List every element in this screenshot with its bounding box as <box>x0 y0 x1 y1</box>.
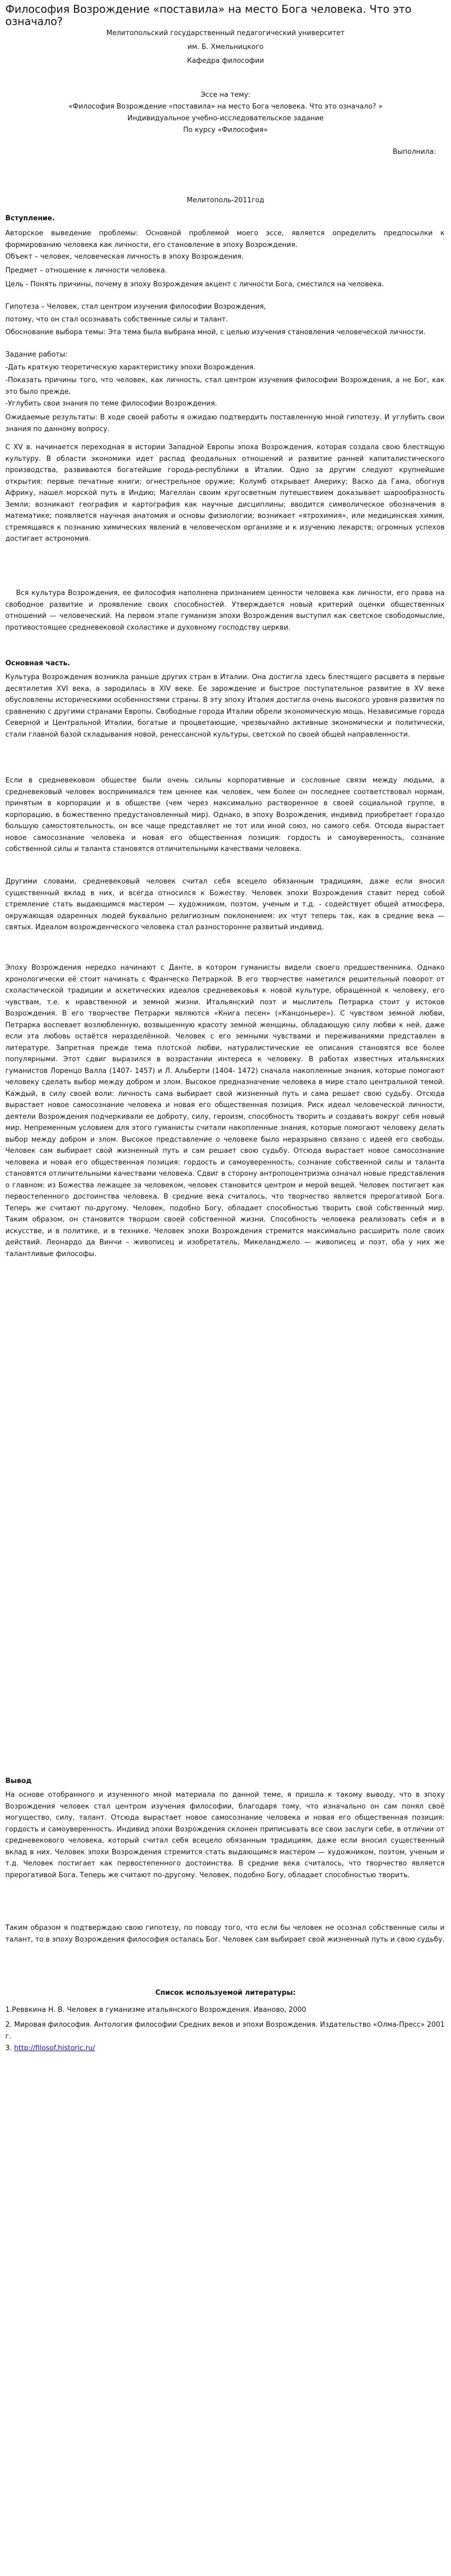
intro-tasks-label: Задание работы: <box>5 351 68 359</box>
department-name: Кафедра философии <box>187 57 264 65</box>
conclusion-heading: Вывод <box>5 1777 32 1785</box>
intro-object: Объект – человек, человеческая личность в эпоху Возрождения. <box>5 253 244 261</box>
reference-3-link[interactable]: http://filosof.historic.ru/ <box>14 2044 95 2052</box>
body-paragraph-3: Культура Возрождения возникла раньше других стран в Италии. Она достигла здесь блестящего расцвета в первые десятилетия XVI века, а зародилась в XIV веке. Ее зарождение и быстрое поступательное развитие в XV веке обусловлены историческими особенностями страны. В эту эпоху Италия достигла очень высокого уровня развития по сравнению с другими странами Европы. Свободные города Италии обрели экономическую мощь. Независимые города Северной и Центральной Италии, богатые и процветающие, чрезвычайно активные экономически и политически, стали главной базой складывания новой, ренессансной культуры, светской по своей общей направленности. <box>5 673 445 739</box>
university-name: Мелитопольский государственный педагогический университет <box>106 29 345 37</box>
intro-task-1: -Дать краткую теоретическую характеристику эпохи Возрождения. <box>5 364 256 371</box>
essay-label: Эссе на тему: <box>200 91 251 99</box>
performed-label: Выполнила: <box>392 148 436 156</box>
essay-task: Индивидуальное учебно-исследовательское задание <box>127 114 324 122</box>
university-named-after: им. Б. Хмельницкого <box>187 43 264 51</box>
intro-task-2: -Показать причины того, что человек, как личность, стал центром изучения философии Возрождения, а не Бог, как это было прежде. <box>5 376 445 396</box>
conclusion-paragraph-1: На основе отобранного и изученного мной материала по данной теме, я пришла к такому выводу, что в эпоху Возрождения человек стал центром изучения философии, благодаря тому, что изначально он сам понял своё могущество, силу, талант. Отсюда вырастает новое самосознание человека и новая его общественная позиция: гордость и самоуверенность. Индивид эпохи Возрождения склонен приписывать все свои заслуги себе, в отличии от средневекового человека, который считал себя всецело обязанным традициям, даже если вносил существенный вклад в них. Человек эпохи Возрождения стремится стать выдающимся мастером — художником, поэтом, ученым и т.д. Человек постигает как первостепенного достоинства. В средние века считалось, что творчество является прерогативой Бога. Теперь же считают по-другому. Человек, подобно Богу, обладает способностью творить. <box>5 1791 445 1879</box>
intro-hypothesis-2: потому, что он стал осознавать собственные силы и талант. <box>5 316 228 324</box>
intro-hypothesis-1: Гипотеза – Человек, стал центром изучения философии Возрождения, <box>5 303 266 311</box>
body-paragraph-6: Эпоху Возрождения нередко начинают с Данте, в котором гуманисты видели своего предшественника. Однако хронологически её стоит начинать с Франческо Петраркой. В его творчестве наметился решительный поворот от схоластической традиции и аскетических идеалов средневековья к новой культуре, обращенной к человеку, его чувствам, т.е. к нравственной и земной жизни. Итальянский поэт и мыслитель Петрарка стоит у истоков Возрождения. В его творчестве Петрарки являются «Книга песен» («Канцоньере»). С чувством земной любви, Петрарка воспевает возлюбленную, возвышенную красоту земной женщины, обладающую силу любви к ней, даже если эта любовь остаётся неразделённой. Человек с его земными чувствами и переживаниями представлен в литературе. Запретная прежде тема плотской любви, натуралистические ее описания становятся все более популярными. Этот сдвиг выразился в возрастании интереса к человеку. В работах известных итальянских гуманистов Лоренцо Валла (1407- 1457) и Л. Альберти (1404- 1472) сначала накопленные знания, которые помогают человеку сделать выбор между добром и злом. Высокое предназначение человека в мире стало центральной темой. Каждый, в силу своей воли: личность сама выбирает свой жизненный путь и сама решает свою судьбу. Отсюда вырастает новое самосознание человека и новая его общественная позиция. Риск идеал человеческой личности, деятели Возрождения подчеркивали ее доброту, силу, героизм, способность творить и создавать вокруг себя новый мир. Непременным условием для этого гуманисты считали накопленные знания, которые помогают человеку делать выбор между добром и злом. Высокое представление о человеке было неразрывно связано с идеей его свободы. Человек сам выбирает свой жизненный путь и сам решает свою судьбу. Отсюда вырастает новое самосознание человека и новая его общественная позиция: гордость и самоуверенность, сознание собственной силы и таланта становятся отличительными качествами человека. Сдвиг в сторону антропоцентризма означал новые представления о главном: из Божества лежащее за человеком, человек становится центром и мерой вещей. Человек постигает как первостепенного достоинства человека. В средние века считалось, что творчество является прерогативой Бога. Теперь же считают по-другому. Человек, подобно Богу, обладает способностью творить свой собственный мир. Таким образом, он становится творцом своей собственной жизни. Способность человека реализовать себя и в искусстве, и в политике, и в технике. Человек эпохи Возрождения стремится максимально расширить поле своих действий. Леонардо да Винчи – живописец и изобретатель, Микеланджело — живописец и поэт, оба у них же талантливые философы. <box>5 964 445 1258</box>
intro-expected-results: Ожидаемые результаты: В ходе своей работы я ожидаю подтвердить поставленную мной гипотезу. И углубить свои знания по данному вопросу. <box>5 414 445 433</box>
intro-task-3: -Углубить свои знания по теме философии Возрождения. <box>5 400 217 408</box>
main-part-heading: Основная часть. <box>5 659 70 667</box>
essay-course: По курсу «Философия» <box>183 126 268 134</box>
body-paragraph-4: Если в средневековом обществе были очень сильны корпоративные и сословные связи между людьми, а средневековый человек воспринимался тем ценнее как человек, чем более он последнее соответствовал нормам, принятым в корпорации и в обществе (чем через максимально растворенное в своей социальной группе, в корпорацию, в божественно предустановленный мир). Однако, в эпоху Возрождения, индивид приобретает гораздо большую самостоятельность, он все чаще представляет не тот или иной союз, но самого себя. Отсюда вырастает новое самосознание человека и новая его общественная позиция: гордость и самоуверенность, сознание собственной силы и таланта становятся отличительными качествами человека. <box>5 777 445 853</box>
intro-topic-choice: Обоснование выбора темы: Эта тема была выбрана мной, с целью изучения становления человеческой личности. <box>5 328 426 336</box>
body-paragraph-1: С XV в. начинается переходная в истории Западной Европы эпоха Возрождения, которая создала свою блестящую культуру. В области экономики идет распад феодальных отношений и развитие ранней капиталистического производства, развиваются богатейшие города-республики в Италии. Одно за другим следуют крупнейшие открытия: первые печатные книги; огнестрельное оружие; Колумб открывает Америку; Васко да Гама, обогнув Африку, нашел морской путь в Индию; Магеллан своим кругосветным путешествием доказывает шарообразность Земли; возникают география и картография как научные дисциплины; вводится символическое обозначения в математике; появляется научная анатомия и основы физиологии; возникает «ятрохимия», или медицинская химия, стремящаяся к познанию химических явлений в человеческом организме и к изучению лекарств; огромных успехов достигает астрономия. <box>5 443 445 543</box>
references-heading: Список используемой литературы: <box>155 1989 296 1997</box>
city-year: Мелитополь-2011год <box>186 196 265 204</box>
conclusion-paragraph-2: Таким образом я подтверждаю свою гипотезу, по поводу того, что если бы человек не осознал собственные силы и талант, то в эпоху Возрождения философия осталась Бог. Человек сам выбирает свой жизненный путь и свою судьбу. <box>5 1924 445 1944</box>
intro-subject: Предмет – отношение к личности человека. <box>5 267 167 275</box>
intro-author-problem: Авторское выведение проблемы: Основной проблемой моего эссе, является определить предпосылки к формированию человека как личности, его становление в эпоху Возрождения. <box>5 229 445 249</box>
reference-3-prefix: 3. <box>5 2044 14 2052</box>
intro-goal: Цель - Понять причины, почему в эпоху Возрождения акцент с личности Бога, сместился на человека. <box>5 280 384 288</box>
body-paragraph-2: Вся культура Возрождения, ее философия наполнена признанием ценности человека как личности, его права на свободное развитие и проявление своих способностей. Утверждается новый критерий оценки общественных отношений — человеческий. На первом этапе гуманизм эпохи Возрождения выступил как светское свободомыслие, противостоящее средневековой схоластике и духовному господству церкви. <box>5 589 445 632</box>
reference-1: 1.Реввкина Н. В. Человек в гуманизме итальянского Возрождения. Иваново, 2000 <box>5 2006 307 2014</box>
body-paragraph-5: Другими словами, средневековый человек считал себя всецело обязанным традициям, даже если вносил существенный вклад в них, и всегда относился к Божеству. Человек эпохи Возрождения ставит перед собой стремление стать выдающимся мастером — художником, поэтом, ученым и т.д. - содействует общей атмосфера, окружающая одаренных людей буквально религиозным поклонением: их чтут теперь так, как в средние века — святых. Идеалом возрожденческого человека стал разносторонне развитый индивид. <box>5 878 445 931</box>
intro-heading: Вступление. <box>5 214 55 222</box>
reference-3 <box>5 2043 445 2054</box>
essay-topic: «Философия Возрождение «поставила» на место Бога человека. Что это означало? » <box>68 103 383 111</box>
reference-2: 2. Мировая философия. Антология философии Средних веков и эпохи Возрождения. Издательство «Олма-Пресс» 2001 г. <box>5 2021 445 2041</box>
page-title: Философия Возрождение «поставила» на место Бога человека. Что это означало? <box>5 3 412 28</box>
